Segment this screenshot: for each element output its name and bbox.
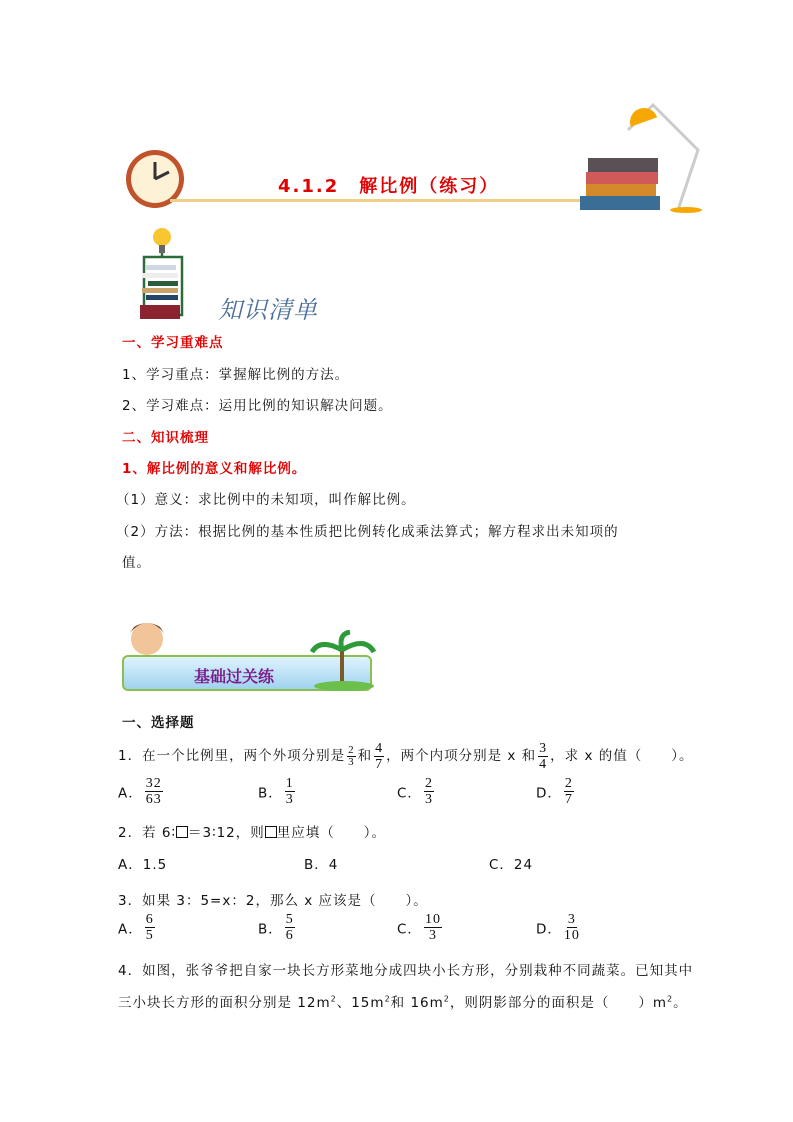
fraction: $\frac{6}{5}$ xyxy=(145,912,154,943)
fraction: $\frac{1}{3}$ xyxy=(285,776,294,807)
option-a[interactable]: A． $\frac{6}{5}$ xyxy=(118,912,154,943)
section-heading: 一、选择题 xyxy=(122,715,195,731)
q1-text: 1．在一个比例里，两个外项分别是 xyxy=(118,748,346,764)
question-4-line2: 三小块长方形的面积分别是 $12m^2$、$15m^2$和 $16m^2$，则阴影部分的面积是（ ）$m^2$。 xyxy=(118,994,688,1011)
fraction: $\frac{2}{7}$ xyxy=(564,776,573,807)
page-title: 4.1.2 解比例（练习） xyxy=(278,176,500,197)
option-d[interactable]: D． $\frac{3}{10}$ xyxy=(536,912,580,943)
knowledge-list-heading: 知识清单 xyxy=(218,296,318,324)
fraction: $\frac{3}{4}$ xyxy=(539,740,548,772)
text-line: 2、学习难点：运用比例的知识解决问题。 xyxy=(122,398,393,414)
blank-box xyxy=(176,826,188,838)
blank-box xyxy=(265,826,277,838)
question-2: 2．若 6∶ ＝3∶12，则 里应填（ ）。 xyxy=(118,825,387,841)
option-b[interactable]: B． $\frac{5}{6}$ xyxy=(258,912,294,943)
text-line: （2）方法：根据比例的基本性质把比例转化成乘法算式；解方程求出未知项的 xyxy=(116,524,619,540)
text-line: （1）意义：求比例中的未知项，叫作解比例。 xyxy=(116,492,416,508)
fraction: $\frac{2}{3}$ xyxy=(348,743,355,768)
option-b[interactable]: B． $\frac{1}{3}$ xyxy=(258,776,294,807)
option-c[interactable]: C． $\frac{10}{3}$ xyxy=(397,912,441,943)
fraction: $\frac{10}{3}$ xyxy=(424,912,441,943)
option-c[interactable]: C． $\frac{2}{3}$ xyxy=(397,776,433,807)
books-lamp-icon xyxy=(578,100,708,215)
question-4-line1: 4．如图，张爷爷把自家一块长方形菜地分成四块小长方形，分别栽种不同蔬菜。已知其中 xyxy=(118,963,694,979)
fraction: $\frac{3}{10}$ xyxy=(563,912,580,943)
fraction: $\frac{5}{6}$ xyxy=(285,912,294,943)
palm-tree-icon xyxy=(310,630,376,692)
section-heading: 一、学习重难点 xyxy=(122,335,224,351)
question-1: 1．在一个比例里，两个外项分别是 $\frac{2}{3}$ 和 $\frac{4}{7}$ ，两个内项分别是 x 和 $\frac{3}{4}$ ，求 x 的值（ ）。 xyxy=(118,740,694,772)
option-b[interactable]: B．4 xyxy=(304,857,339,873)
option-c[interactable]: C．24 xyxy=(489,857,534,873)
fraction: $\frac{2}{3}$ xyxy=(424,776,433,807)
subsection-heading: 1、解比例的意义和解比例。 xyxy=(122,461,307,477)
option-a[interactable]: A． $\frac{32}{63}$ xyxy=(118,776,162,807)
text-line: 1、学习重点：掌握解比例的方法。 xyxy=(122,367,350,383)
banner-label: 基础过关练 xyxy=(194,667,275,686)
fraction: $\frac{4}{7}$ xyxy=(375,740,384,772)
option-d[interactable]: D． $\frac{2}{7}$ xyxy=(536,776,573,807)
title-rule xyxy=(170,199,590,202)
section-heading: 二、知识梳理 xyxy=(122,430,209,446)
fraction: $\frac{32}{63}$ xyxy=(145,776,162,807)
question-3: 3．如果 3：5=x：2，那么 x 应该是（ ）。 xyxy=(118,893,428,909)
option-a[interactable]: A．1.5 xyxy=(118,857,168,873)
text-line: 值。 xyxy=(122,555,151,571)
bulb-books-icon xyxy=(136,225,198,321)
